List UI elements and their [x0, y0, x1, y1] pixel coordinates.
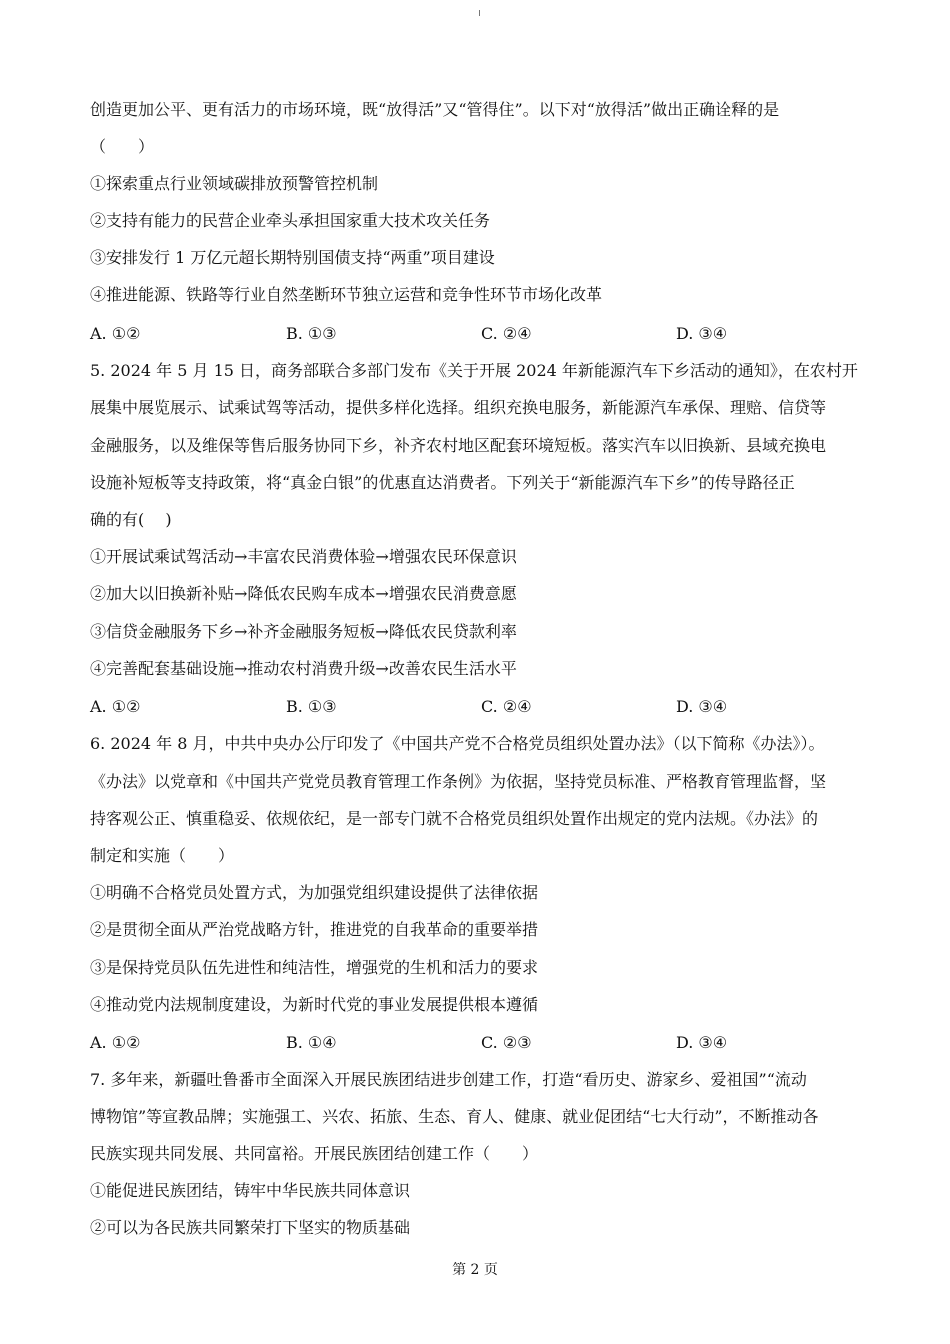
- q4-option-c[interactable]: C. ②④: [481, 324, 532, 343]
- q5-item-4: ④完善配套基础设施→推动农村消费升级→改善农民生活水平: [90, 659, 517, 678]
- q4-item-3: ③安排发行 1 万亿元超长期特别国债支持“两重”项目建设: [90, 248, 495, 267]
- q6-item-2: ②是贯彻全面从严治党战略方针，推进党的自我革命的重要举措: [90, 920, 539, 939]
- page-number: 第 2 页: [452, 1262, 498, 1278]
- q5-option-b[interactable]: B. ①③: [286, 697, 337, 716]
- q6-option-c[interactable]: C. ②③: [481, 1033, 532, 1052]
- q5-stem-line: 确的有( ): [90, 510, 172, 529]
- q7-stem-line: 7. 多年来，新疆吐鲁番市全面深入开展民族团结进步创建工作，打造“看历史、游家乡、爱祖国”“流动: [90, 1070, 807, 1089]
- q6-stem-line: 《办法》以党章和《中国共产党党员教育管理工作条例》为依据，坚持党员标准、严格教育管理监督，坚: [90, 772, 827, 791]
- q6-option-b[interactable]: B. ①④: [286, 1033, 337, 1052]
- q5-stem-line: 设施补短板等支持政策，将“真金白银”的优惠直达消费者。下列关于“新能源汽车下乡”的传导路径正: [90, 473, 795, 492]
- q4-option-d[interactable]: D. ③④: [676, 324, 728, 343]
- q6-stem-line: 6. 2024 年 8 月，中共中央办公厅印发了《中国共产党不合格党员组织处置办法》（以下简称《办法》）。: [90, 734, 825, 753]
- q5-stem-line: 5. 2024 年 5 月 15 日，商务部联合多部门发布《关于开展 2024 年新能源汽车下乡活动的通知》，在农村开: [90, 361, 858, 380]
- q4-item-2: ②支持有能力的民营企业牵头承担国家重大技术攻关任务: [90, 211, 491, 230]
- q5-option-d[interactable]: D. ③④: [676, 697, 728, 716]
- q7-item-1: ①能促进民族团结，铸牢中华民族共同体意识: [90, 1181, 411, 1200]
- q6-item-3: ③是保持党员队伍先进性和纯洁性，增强党的生机和活力的要求: [90, 958, 539, 977]
- q5-stem-line: 展集中展览展示、试乘试驾等活动，提供多样化选择。组织充换电服务，新能源汽车承保、理赔、信贷等: [90, 398, 827, 417]
- q7-item-2: ②可以为各民族共同繁荣打下坚实的物质基础: [90, 1218, 411, 1237]
- q4-item-4: ④推进能源、铁路等行业自然垄断环节独立运营和竞争性环节市场化改革: [90, 285, 603, 304]
- q5-item-2: ②加大以旧换新补贴→降低农民购车成本→增强农民消费意愿: [90, 584, 517, 603]
- q7-stem-line: 博物馆”等宣教品牌；实施强工、兴农、拓旅、生态、育人、健康、就业促团结“七大行动”，不断推动各: [90, 1107, 819, 1126]
- q5-option-c[interactable]: C. ②④: [481, 697, 532, 716]
- q5-option-a[interactable]: A. ①②: [90, 697, 141, 716]
- q6-item-4: ④推动党内法规制度建设，为新时代党的事业发展提供根本遵循: [90, 995, 539, 1014]
- q5-item-3: ③信贷金融服务下乡→补齐金融服务短板→降低农民贷款利率: [90, 622, 517, 641]
- q6-stem-line: 制定和实施（ ）: [90, 846, 235, 865]
- q6-stem-line: 持客观公正、慎重稳妥、依规依纪，是一部专门就不合格党员组织处置作出规定的党内法规。《办法》的: [90, 809, 819, 828]
- q4-option-a[interactable]: A. ①②: [90, 324, 141, 343]
- q6-option-d[interactable]: D. ③④: [676, 1033, 728, 1052]
- q6-item-1: ①明确不合格党员处置方式，为加强党组织建设提供了法律依据: [90, 883, 539, 902]
- page-top-mark: [479, 10, 480, 16]
- q5-stem-line: 金融服务，以及维保等售后服务协同下乡，补齐农村地区配套环境短板。落实汽车以旧换新、县域充换电: [90, 436, 827, 455]
- q7-stem-line: 民族实现共同发展、共同富裕。开展民族团结创建工作（ ）: [90, 1144, 539, 1163]
- q5-item-1: ①开展试乘试驾活动→丰富农民消费体验→增强农民环保意识: [90, 547, 517, 566]
- q4-item-1: ①探索重点行业领域碳排放预警管控机制: [90, 174, 379, 193]
- q4-option-b[interactable]: B. ①③: [286, 324, 337, 343]
- q4-stem-line: 创造更加公平、更有活力的市场环境，既“放得活”又“管得住”。以下对“放得活”做出正确诠释的是: [90, 100, 780, 119]
- q6-option-a[interactable]: A. ①②: [90, 1033, 141, 1052]
- q4-answer-bracket: （ ）: [90, 137, 155, 156]
